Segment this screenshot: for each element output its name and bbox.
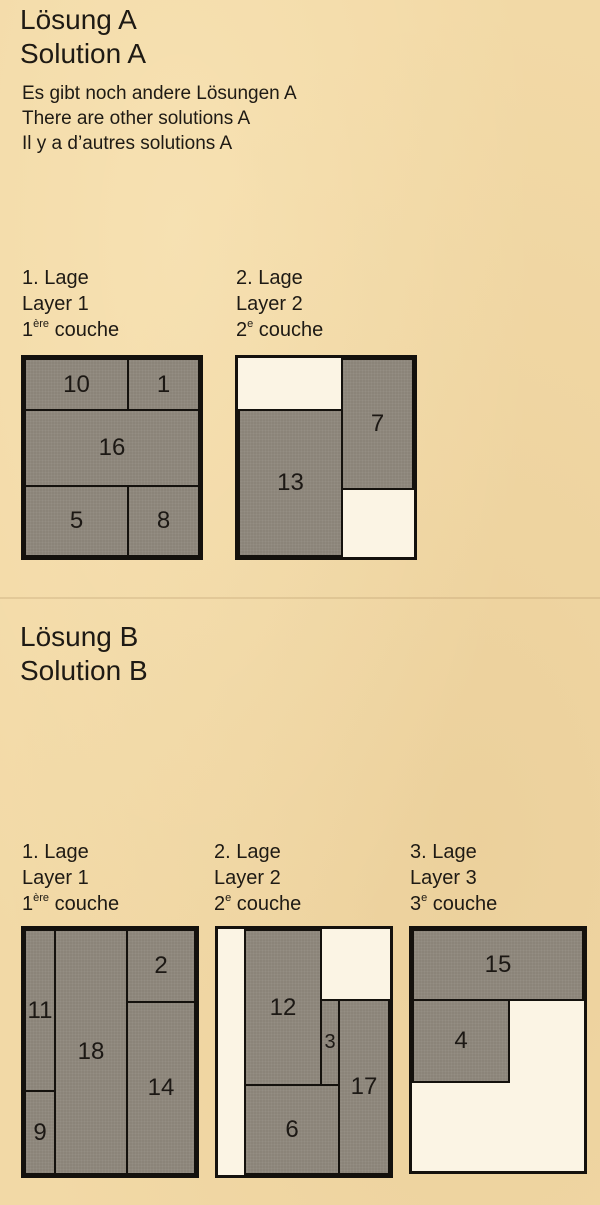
b-layer3-label-en: Layer 3 xyxy=(410,867,477,889)
a-layer1-label-fr: 1ère couche xyxy=(22,318,120,341)
piece-7: 7 xyxy=(341,358,414,490)
piece-15: 15 xyxy=(412,929,584,1001)
solution-b-title-de: Lösung B xyxy=(20,621,139,652)
a-layer2-label-de: 2. Lage xyxy=(236,267,303,289)
paper-fold-line xyxy=(0,597,600,599)
piece-6: 6 xyxy=(244,1084,340,1175)
piece-5: 5 xyxy=(24,485,129,557)
piece-12: 12 xyxy=(244,929,322,1086)
piece-8: 8 xyxy=(127,485,200,557)
solution-b-title-en: Solution B xyxy=(20,655,148,686)
b-layer2-label-en: Layer 2 xyxy=(214,867,281,889)
piece-1: 1 xyxy=(127,358,200,411)
b-layer1-label-fr: 1ère couche xyxy=(22,892,120,915)
solution-a-title-de: Lösung A xyxy=(20,4,137,35)
b-layer3-grid xyxy=(409,926,587,1174)
a-layer1-label-en: Layer 1 xyxy=(22,293,89,315)
piece-14: 14 xyxy=(126,1001,196,1175)
a-layer1-grid xyxy=(21,355,203,560)
b-layer2-label-de: 2. Lage xyxy=(214,841,281,863)
piece-3: 3 xyxy=(320,999,340,1086)
piece-17: 17 xyxy=(338,999,390,1175)
a-layer2-grid xyxy=(235,355,417,560)
solution-a-note-en: There are other solutions A xyxy=(22,108,251,129)
piece-13: 13 xyxy=(238,409,343,557)
b-layer1-label-en: Layer 1 xyxy=(22,867,89,889)
b-layer2-grid xyxy=(215,926,393,1178)
a-layer1-label-de: 1. Lage xyxy=(22,267,89,289)
b-layer2-label-fr: 2e couche xyxy=(214,892,302,915)
solution-a-note-de: Es gibt noch andere Lösungen A xyxy=(22,83,297,104)
a-layer2-label-fr: 2e couche xyxy=(236,318,324,341)
b-layer1-grid xyxy=(21,926,199,1178)
piece-4: 4 xyxy=(412,999,510,1083)
piece-10: 10 xyxy=(24,358,129,411)
piece-11: 11 xyxy=(24,929,56,1092)
piece-2: 2 xyxy=(126,929,196,1003)
piece-16: 16 xyxy=(24,409,200,487)
piece-9: 9 xyxy=(24,1090,56,1175)
b-layer1-label-de: 1. Lage xyxy=(22,841,89,863)
piece-18: 18 xyxy=(54,929,128,1175)
b-layer3-label-fr: 3e couche xyxy=(410,892,498,915)
solution-a-note-fr: Il y a d’autres solutions A xyxy=(22,133,233,154)
a-layer2-label-en: Layer 2 xyxy=(236,293,303,315)
b-layer3-label-de: 3. Lage xyxy=(410,841,477,863)
solution-a-title-en: Solution A xyxy=(20,38,147,69)
